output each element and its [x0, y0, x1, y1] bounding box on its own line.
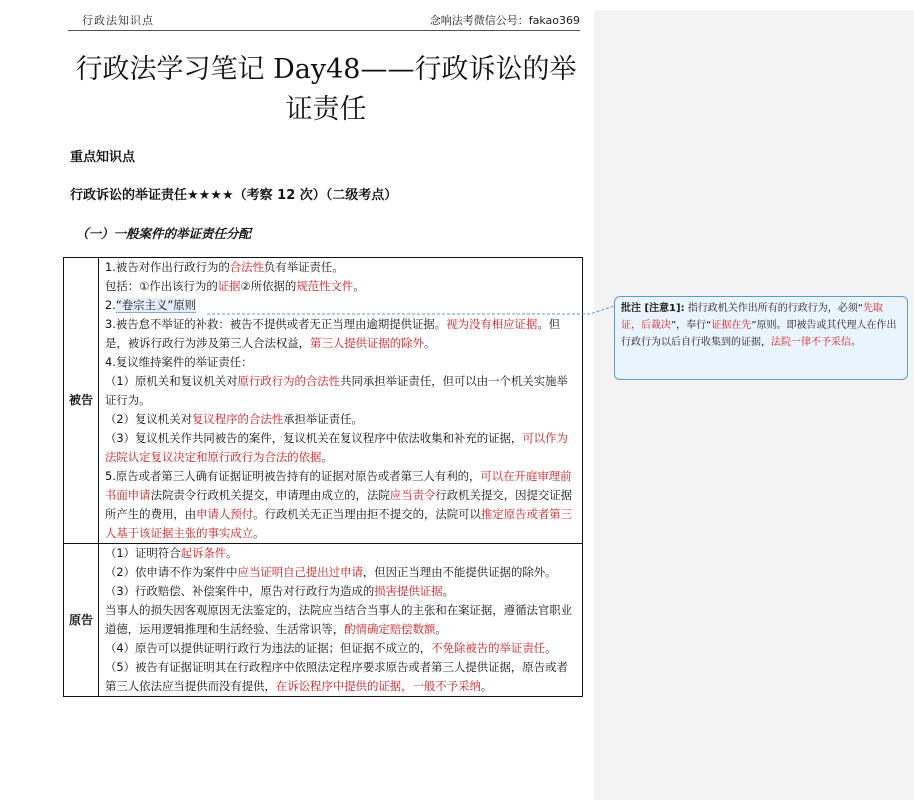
title-line-2: 证责任 — [285, 94, 367, 125]
defendant-item-1-detail: 包括：①作出该行为的证据②所依据的规范性文件。 — [105, 279, 365, 293]
comment-balloon[interactable]: 批注 [注意1]: 指行政机关作出所有的行政行为，必须“先取证，后裁决”，奉行“证据在先”原则。即被告或其代理人在作出行政行为以后自行收集到的证据，法院一律不予采信。 — [614, 296, 908, 380]
defendant-item-4: 4.复议维持案件的举证责任： — [105, 355, 253, 369]
plaintiff-item-3: （3）行政赔偿、补偿案件中，原告对行政行为造成的损害提供证据。 — [105, 584, 454, 598]
plaintiff-item-1: （1）证明符合起诉条件。 — [105, 546, 238, 560]
defendant-label: 被告 — [64, 258, 99, 544]
header-right: 念响法考微信公号：fakao369 — [429, 14, 580, 27]
title-line-1: 行政法学习笔记 Day48——行政诉讼的举 — [75, 54, 577, 85]
defendant-item-2: 2.“卷宗主义”原则 — [105, 298, 197, 312]
plaintiff-item-2: （2）依申请不作为案件中应当证明自己提出过申请，但因正当理由不能提供证据的除外。 — [105, 565, 557, 579]
plaintiff-item-5: （5）被告有证据证明其在行政程序中依照法定程序要求原告或者第三人提供证据，原告或者第三人依法应当提供而没有提供，在诉讼程序中提供的证据，一般不予采纳。 — [105, 660, 568, 693]
defendant-item-4-1: （1）原机关和复议机关对原行政行为的合法性共同承担举证责任，但可以由一个机关实施举证行为。 — [105, 374, 568, 407]
commented-text[interactable]: “卷宗主义”原则 — [115, 298, 197, 312]
topic-heading: 行政诉讼的举证责任★★★★（考察 12 次）（二级考点） — [70, 188, 398, 203]
defendant-item-4-3: （3）复议机关作共同被告的案件，复议机关在复议程序中依法收集和补充的证据，可以作为法院认定复议决定和原行政行为合法的依据。 — [105, 431, 568, 464]
key-points-heading: 重点知识点 — [70, 150, 136, 165]
defendant-item-5: 5.原告或者第三人确有证据证明被告持有的证据对原告或者第三人有利的，可以在开庭审理前书面申请法院责令行政机关提交，申请理由成立的，法院应当责令行政机关提交，因提交证据所产生的费用，由申请人预付。行政机关无正当理由拒不提交的，法院可以推定原告或者第三人基于该证据主张的事实成立。 — [105, 469, 573, 540]
defendant-item-4-2: （2）复议机关对复议程序的合法性承担举证责任。 — [105, 412, 363, 426]
defendant-item-1: 1.被告对作出行政行为的合法性负有举证责任。 — [105, 260, 344, 274]
header-left: 行政法知识点 — [82, 14, 154, 27]
subsection-heading: （一）一般案件的举证责任分配 — [76, 226, 252, 241]
plaintiff-item-4: （4）原告可以提供证明行政行为违法的证据；但证据不成立的，不免除被告的举证责任。 — [105, 641, 557, 655]
plaintiff-item-3-detail: 当事人的损失因客观原因无法鉴定的，法院应当结合当事人的主张和在案证据，遵循法官职业道德，运用逻辑推理和生活经验、生活常识等，酌情确定赔偿数额。 — [105, 603, 573, 636]
plaintiff-label: 原告 — [64, 544, 99, 697]
comment-tag: 批注 [注意1]: — [621, 303, 685, 314]
defendant-item-3: 3.被告怠不举证的补救：被告不提供或者无正当理由逾期提供证据。视为没有相应证据。但是，被诉行政行为涉及第三人合法权益，第三人提供证据的除外。 — [105, 317, 561, 350]
